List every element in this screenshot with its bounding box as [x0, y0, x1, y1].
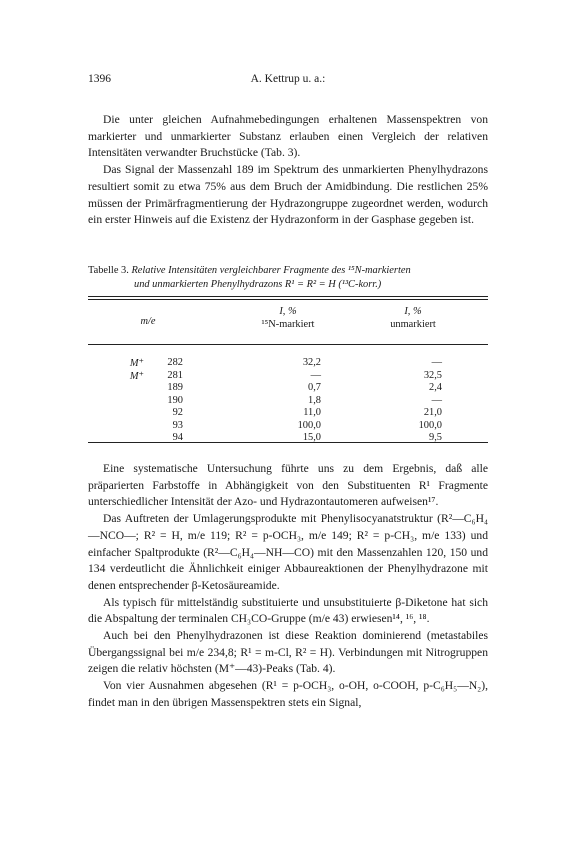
table-header-rule	[88, 344, 488, 345]
ion-label: M⁺	[129, 358, 144, 369]
mz-value: 189	[167, 382, 183, 393]
paragraph: Die unter gleichen Aufnahmebedingungen erhaltenen Massenspektren von markierter und unmarkierter Substanz erlauben einen Vergleich der relativen Intensitäten verwandter Bruchstücke (Tab. 3).	[88, 113, 488, 160]
table-row	[88, 357, 488, 370]
paragraph: Das Signal der Massenzahl 189 im Spektrum des unmarkierten Phenylhydrazons resultiert somit zu etwa 75% aus dem Bruch der Amidbindung. Die restlichen 25% müssen der Primärfragmentierung der Hydrazongruppe zugeordnet werden, wodurch ein erster Hinweis auf die Existenz der Hydrazonform in der Gasphase gegeben ist.	[88, 163, 488, 227]
labeled-intensity: 100,0	[297, 419, 321, 431]
labeled-intensity: 0,7	[308, 382, 321, 393]
labeled-intensity: 15,0	[302, 432, 321, 443]
table-top-rule-double	[88, 299, 488, 300]
unlabeled-intensity: 9,5	[429, 432, 442, 443]
caption-line1: Relative Intensitäten vergleichbarer Fragmente des ¹⁵N-markierten	[131, 265, 411, 276]
running-head: A. Kettrup u. a.:	[250, 73, 326, 85]
paragraph: Von vier Ausnahmen abgesehen (R¹ = p-OCH₃, o-OH, o-COOH, p-C₆H₅—N₂), findet man in den übrigen Massenspektren stets ein Signal,	[88, 679, 488, 709]
unlabeled-intensity: 2,4	[429, 382, 442, 393]
mz-value: 282	[167, 357, 183, 368]
column-header-me: m/e	[140, 316, 156, 327]
labeled-intensity: 11,0	[303, 407, 321, 418]
unlabeled-intensity: 100,0	[418, 419, 442, 431]
paragraph: Auch bei den Phenylhydrazonen ist diese Reaktion dominierend (metastabiles Übergangssignal bei m/e 234,8; R¹ = m-Cl, R² = H). Verbindungen mit Nitrogruppen zeigen die relativ höchsten (M⁺—43)-Peaks (Tab. 4).	[88, 629, 488, 676]
table-top-rule	[88, 296, 488, 297]
ion-label: M⁺	[129, 370, 144, 382]
mz-value: 93	[172, 419, 183, 431]
table-caption	[88, 264, 488, 291]
intro-paragraphs	[88, 112, 488, 229]
labeled-intensity: —	[310, 369, 321, 381]
page-number: 1396	[88, 73, 111, 85]
table-row	[88, 407, 488, 420]
mz-value: 281	[167, 369, 183, 381]
mz-value: 190	[167, 394, 183, 406]
unlabeled-intensity: —	[431, 357, 442, 368]
paragraph: Das Auftreten der Umlagerungsprodukte mit Phenylisocyanatstruktur (R²—C₆H₄—NCO—; R² = H, m/e 119; R² = p-OCH₃, m/e 149; R² = p-CH₃, m/e 133) und einfacher Spaltprodukte (R²—C₆H₄—NH—CO) mit den Massenzahlen 120, 150 und 134 verdeutlicht die Ähnlichkeit einiger Abbaureaktionen der Phenylhydrazone mit denen entsprechender β-Ketosäureamide.	[88, 512, 488, 592]
mz-value: 92	[172, 407, 183, 418]
paragraph: Als typisch für mittelständig substituierte und unsubstituierte β-Diketone hat sich die Abspaltung der terminalen CH₃CO-Gruppe (m/e 43) erwiesen¹⁴, ¹⁶, ¹⁸.	[88, 595, 488, 626]
table-body	[88, 357, 488, 445]
unlabeled-intensity: —	[431, 394, 442, 406]
table-row	[88, 420, 488, 433]
column-header-unlabeled: I, % unmarkiert	[390, 306, 436, 330]
table-row	[88, 370, 488, 383]
table-row	[88, 395, 488, 408]
table-row	[88, 382, 488, 395]
caption-label: Tabelle 3.	[88, 265, 129, 276]
labeled-intensity: 32,2	[302, 357, 321, 368]
caption-line2: und unmarkierten Phenylhydrazons R¹ = R² = H (¹³C-korr.)	[134, 278, 382, 290]
column-header-labeled: I, % ¹⁵N-markiert	[261, 306, 315, 330]
body-paragraphs	[88, 461, 488, 712]
labeled-intensity: 1,8	[308, 394, 321, 406]
table-bottom-rule	[88, 442, 488, 443]
unlabeled-intensity: 21,0	[423, 407, 442, 418]
page-header	[88, 73, 488, 89]
unlabeled-intensity: 32,5	[423, 369, 442, 381]
mz-value: 94	[172, 432, 183, 443]
paragraph: Eine systematische Untersuchung führte uns zu dem Ergebnis, daß alle präparierten Farbstoffe in Abhängigkeit von den Substituenten R¹ Fragmente unterschiedlicher Intensität der Azo- und Hydrazontautomeren aufweisen¹⁷.	[88, 462, 488, 509]
